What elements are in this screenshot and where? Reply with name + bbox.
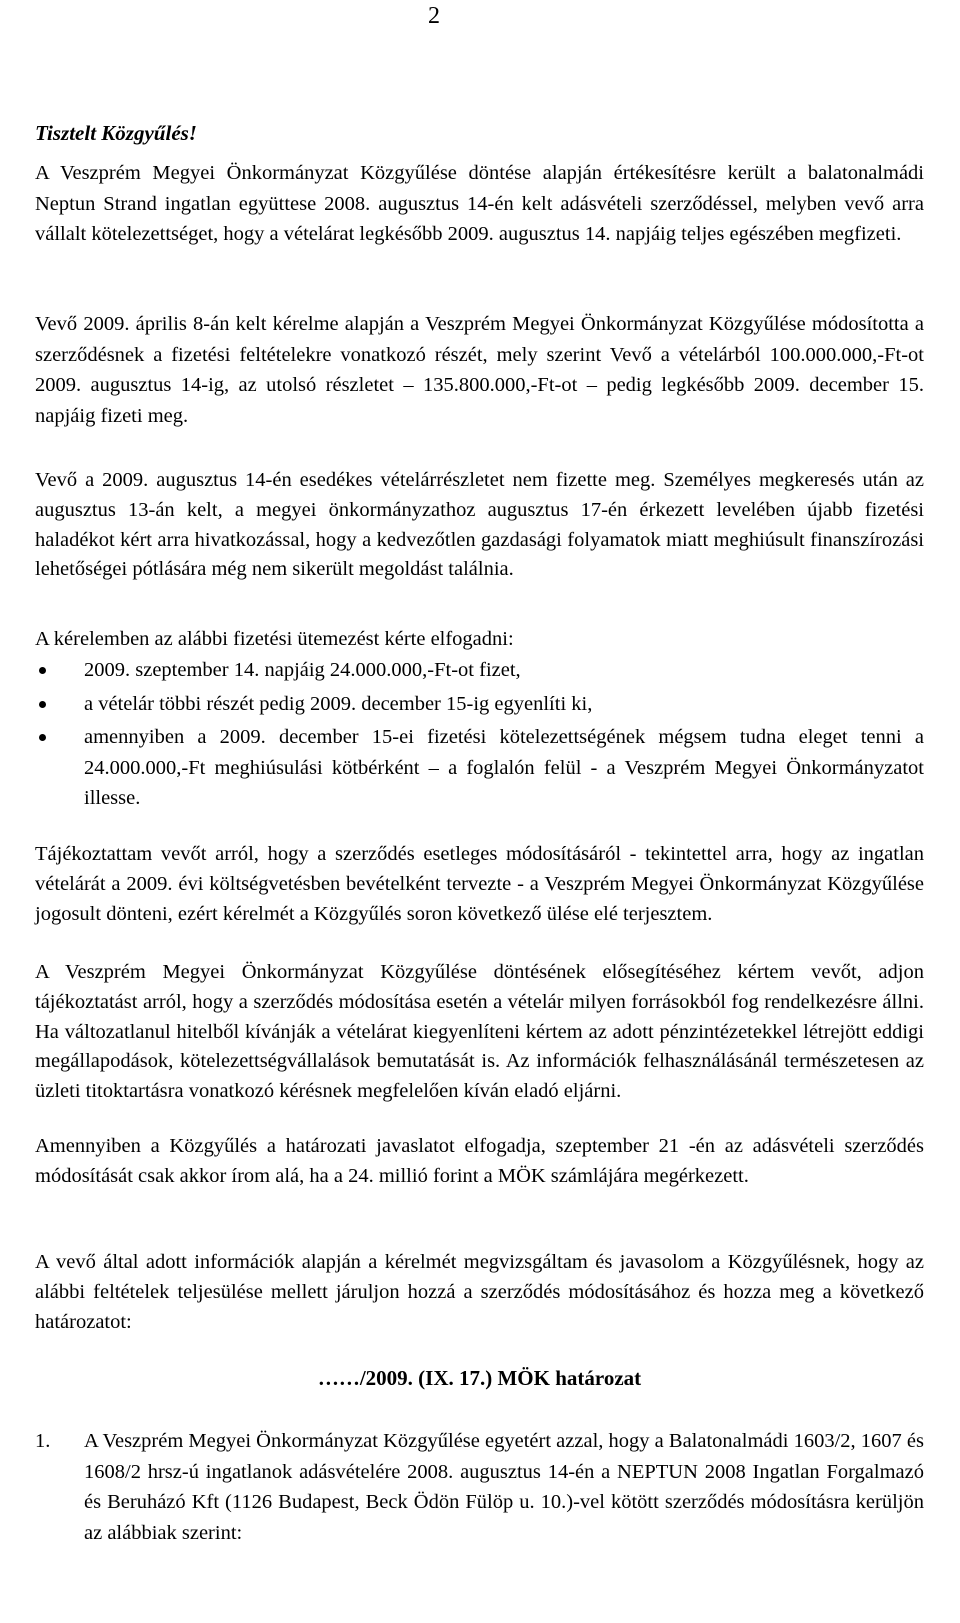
paragraph-signing-condition: Amennyiben a Közgyűlés a határozati javaslatot elfogadja, szeptember 21 -én az adásvételi szerződés módosítását csak akkor írom alá, ha a 24. millió forint a MÖK számlájára megérkezett. bbox=[35, 1135, 924, 1187]
list-item bbox=[35, 722, 924, 814]
page-number: 2 bbox=[428, 3, 440, 29]
resolution-items bbox=[35, 1426, 924, 1548]
paragraph-proposal: A vevő által adott információk alapján a kérelmét megvizsgáltam és javasolom a Közgyűlésnek, hogy az alábbi feltételek teljesülése mellett járuljon hozzá a szerződés módosításához és hozza meg a következő határozatot: bbox=[35, 1251, 924, 1333]
paragraph-informed-buyer: Tájékoztattam vevőt arról, hogy a szerződés esetleges módosításáról - tekintettel arra, hogy az ingatlan vételárát a 2009. évi költségvetésben bevételként tervezte - a Veszprém Megyei Önkormányzat Közgyűlése jogosult dönteni, ezért kérelmét a Közgyűlés soron következő ülése elé terjesztem. bbox=[35, 843, 924, 925]
bullet-icon bbox=[39, 667, 46, 674]
paragraph-sale-background: A Veszprém Megyei Önkormányzat Közgyűlése döntése alapján értékesítésre került a balatonalmádi Neptun Strand ingatlan együttese 2008. augusztus 14-én kelt adásvételi szerződéssel, melyben vevő arra vállalt kötelezettséget, hogy a vételárat legkésőbb 2009. augusztus 14. napjáig teljes egészében megfizeti. bbox=[35, 162, 924, 246]
list-item-text: 2009. szeptember 14. napjáig 24.000.000,-Ft-ot fizet, bbox=[84, 659, 521, 681]
paragraph-payment-modification: Vevő 2009. április 8-án kelt kérelme alapján a Veszprém Megyei Önkormányzat Közgyűlése módosította a szerződésnek a fizetési feltételekre vonatkozó részét, mely szerint Vevő a vételárból 100.000.000,-Ft-ot 2009. augusztus 14-ig, az utolsó részletet – 135.800.000,-Ft-ot – pedig legkésőbb 2009. december 15. napjáig fizeti meg. bbox=[35, 313, 924, 427]
list-item-text: amennyiben a 2009. december 15-ei fizetési kötelezettségének mégsem tudna eleget tenni a 24.000.000,-Ft meghiúsulási kötbérként – a foglalón felül - a Veszprém Megyei Önkormányzatot illesse. bbox=[84, 726, 924, 810]
greeting: Tisztelt Közgyűlés! bbox=[35, 121, 197, 145]
resolution-heading: ……/2009. (IX. 17.) MÖK határozat bbox=[317, 1366, 642, 1390]
list-item-text: a vételár többi részét pedig 2009. december 15-ig egyenlíti ki, bbox=[84, 692, 593, 715]
list-item bbox=[35, 689, 924, 720]
item-number: 1. bbox=[35, 1430, 51, 1452]
bullet-icon bbox=[39, 734, 46, 741]
payment-schedule-list bbox=[35, 655, 924, 814]
list-item bbox=[35, 655, 924, 686]
paragraph-requested-schedule: A kérelemben az alábbi fizetési ütemezést kérte elfogadni: bbox=[35, 628, 514, 650]
paragraph-information-request: A Veszprém Megyei Önkormányzat Közgyűlése döntésének elősegítéséhez kértem vevőt, adjon tájékoztatást arról, hogy a szerződés módosítása esetén a vételár milyen forrásokból fog rendelkezésre állni. Ha változatlanul hitelből kívánják a vételárat kiegyenlíteni kértem az adott pénzintézetekkel létrejött eddigi megállapodások, kötelezettségvállalások bemutatását is. Az információk felhasználásánál természetesen az üzleti titoktartásra vonatkozó kérésnek megfelelően kíván eladó eljárni. bbox=[35, 961, 924, 1103]
list-item-text: A Veszprém Megyei Önkormányzat Közgyűlése egyetért azzal, hogy a Balatonalmádi 1603/2, 1607 és 1608/2 hrsz-ú ingatlanok adásvételére 2008. augusztus 14-én a NEPTUN 2008 Ingatlan Forgalmazó és Beruházó Kft (1126 Budapest, Beck Ödön Fülöp u. 10.)-vel kötött szerződés módosításra kerüljön az alábbiak szerint: bbox=[84, 1430, 924, 1544]
list-item bbox=[35, 1426, 924, 1548]
bullet-icon bbox=[39, 701, 46, 708]
paragraph-missed-payment: Vevő a 2009. augusztus 14-én esedékes vételárrészletet nem fizette meg. Személyes megkeresés után az augusztus 13-án kelt, a megyei önkormányzathoz augusztus 17-én érkezett levelében újabb fizetési haladékot kért arra hivatkozással, hogy a kedvezőtlen gazdasági folyamatok miatt meghiúsult finanszírozási lehetőségei pótlására még nem sikerült megoldást találnia. bbox=[35, 469, 924, 581]
